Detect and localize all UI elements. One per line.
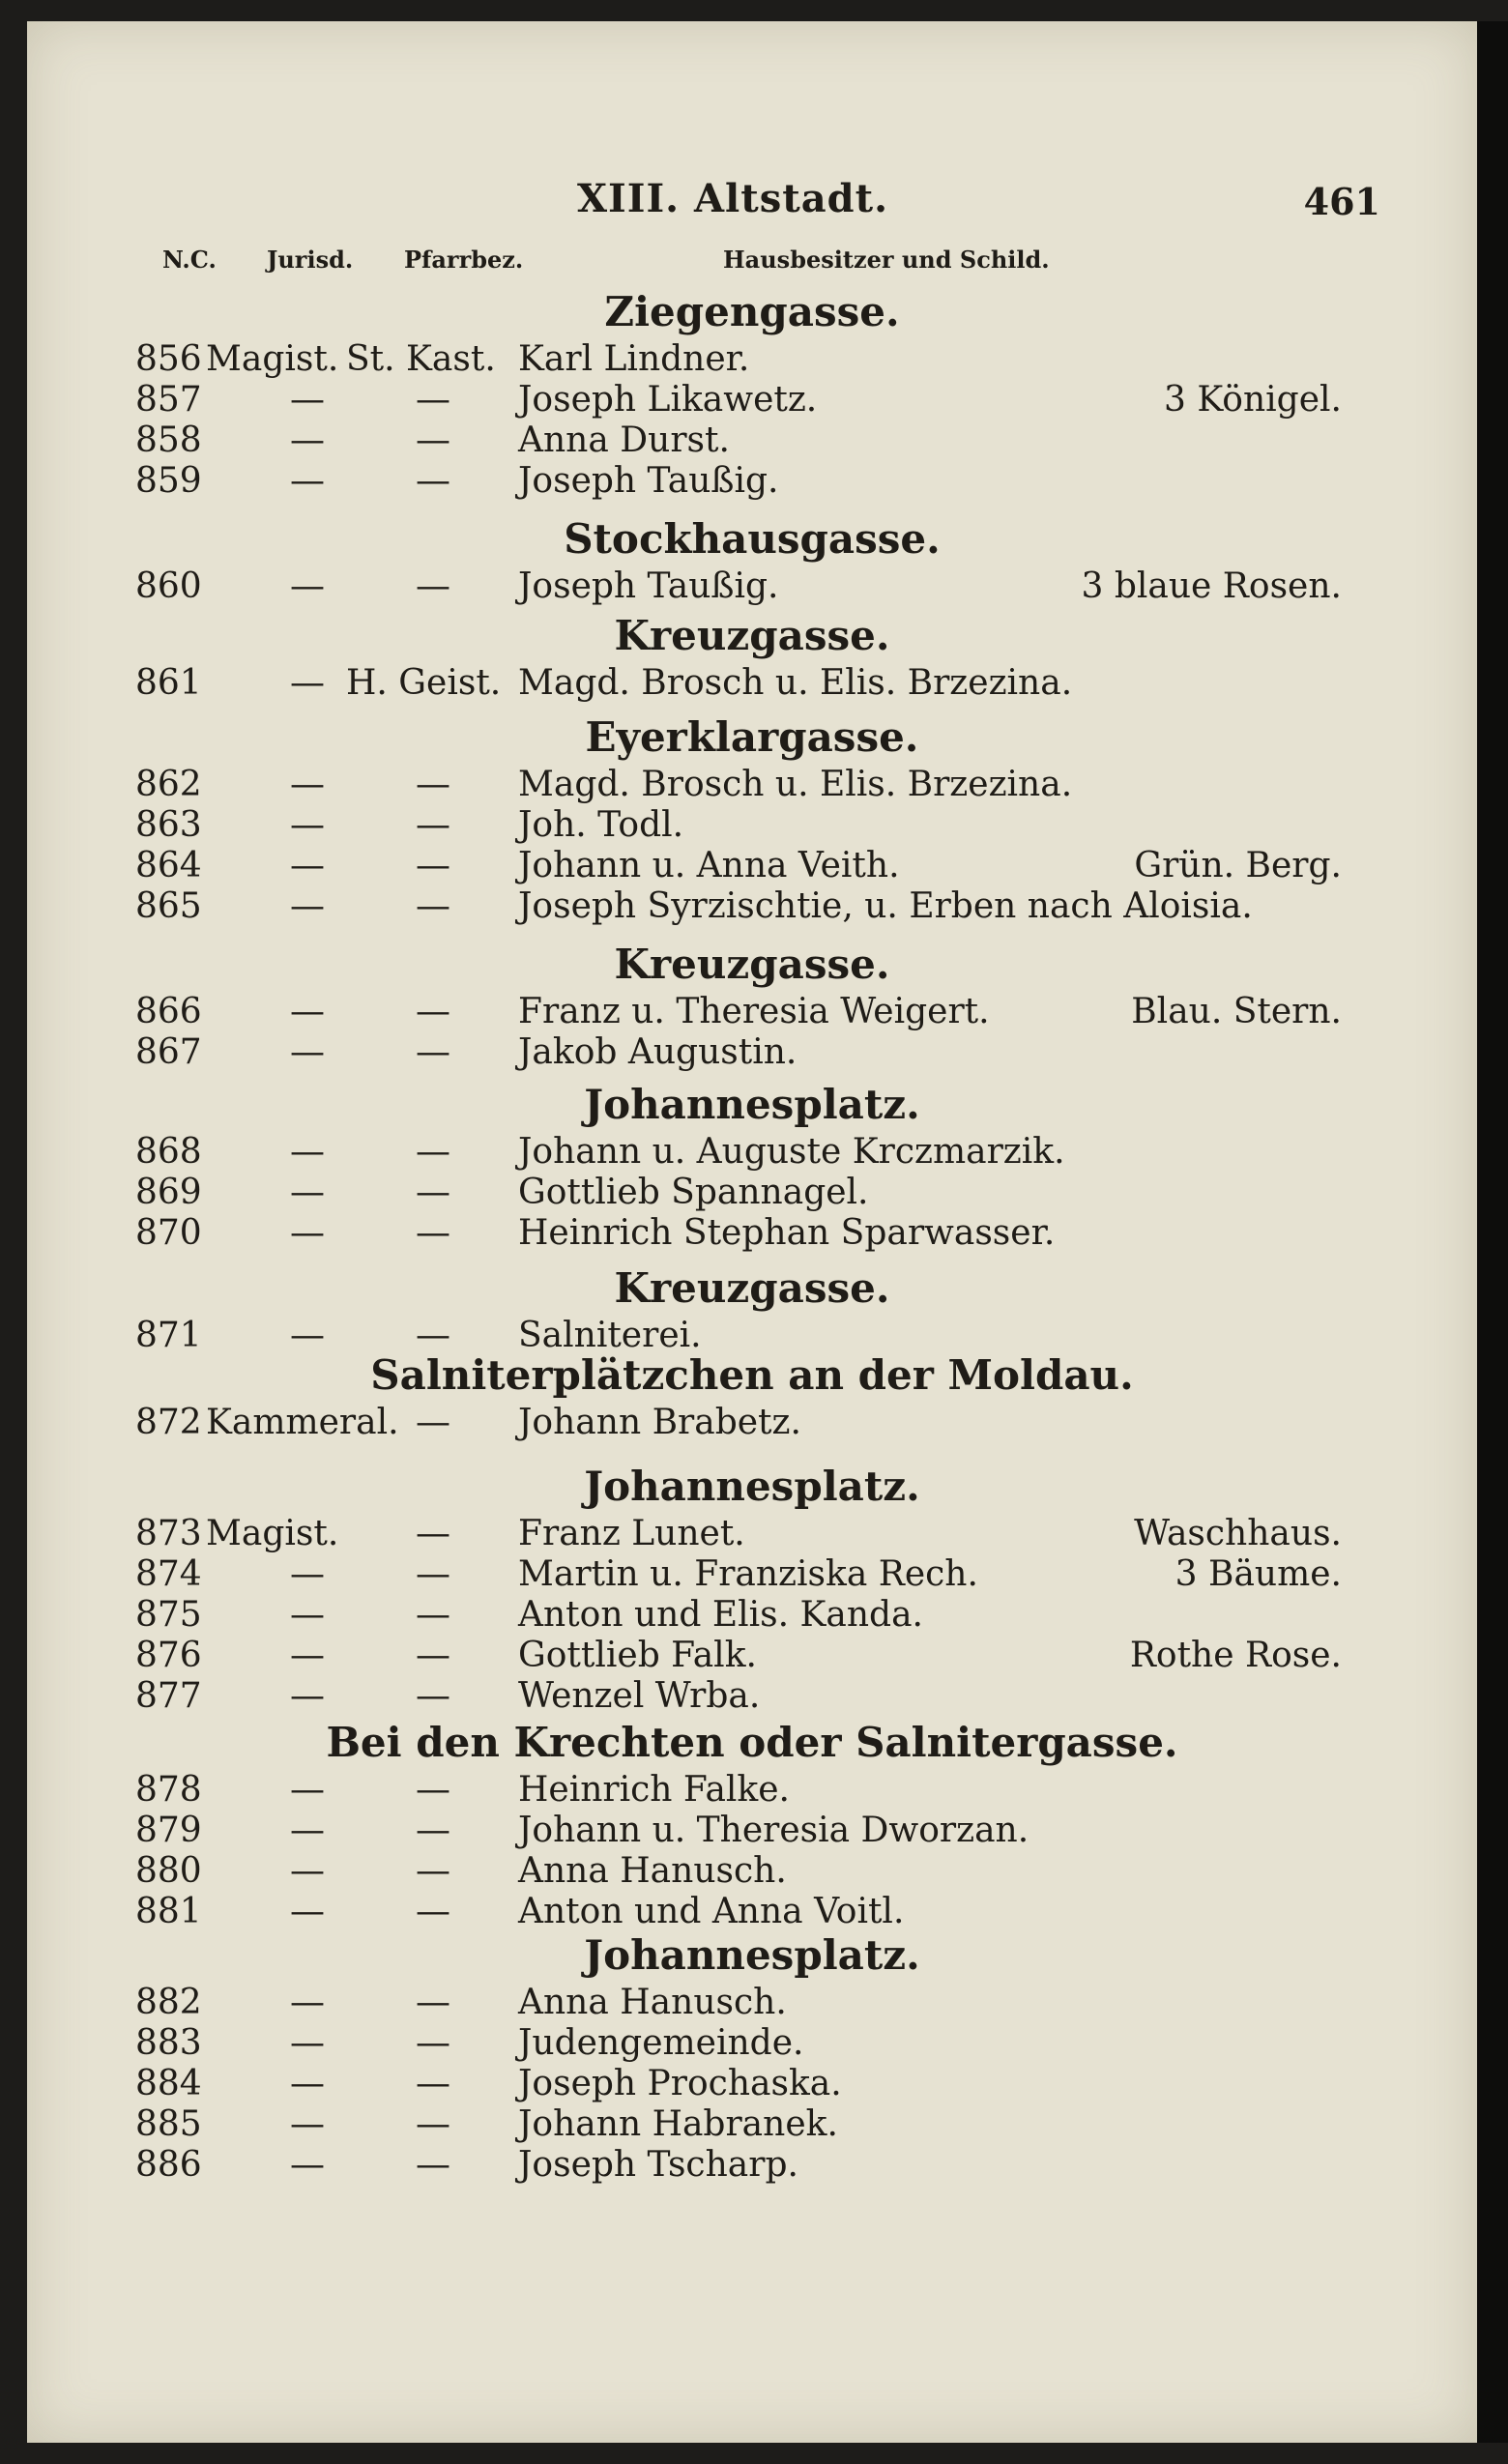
house-number: 875 xyxy=(135,1595,202,1635)
parish: — xyxy=(416,886,450,926)
jurisdiction: — xyxy=(290,1676,325,1716)
house-number: 856 xyxy=(135,339,202,379)
house-owner: Joseph Likawetz. xyxy=(518,380,818,420)
jurisdiction: — xyxy=(290,1811,325,1850)
parish: — xyxy=(416,1213,450,1253)
house-number: 874 xyxy=(135,1554,202,1594)
register-row xyxy=(27,2144,1477,2187)
jurisdiction: — xyxy=(290,1316,325,1355)
jurisdiction: — xyxy=(290,663,325,703)
parish: — xyxy=(416,1132,450,1172)
street-heading: Eyerklargasse. xyxy=(585,713,919,761)
parish: — xyxy=(416,2145,450,2185)
house-number: 871 xyxy=(135,1316,202,1355)
house-owner: Jakob Augustin. xyxy=(518,1032,798,1072)
house-owner: Johann Habranek. xyxy=(518,2104,838,2144)
house-owner: Johann u. Anna Veith. xyxy=(518,846,900,885)
house-number: 857 xyxy=(135,380,202,420)
house-number: 885 xyxy=(135,2104,202,2144)
jurisdiction: — xyxy=(290,805,325,845)
parish: — xyxy=(416,420,450,460)
house-number: 870 xyxy=(135,1213,202,1253)
house-owner: Joseph Taußig. xyxy=(518,566,779,606)
parish: — xyxy=(416,461,450,501)
house-owner: Salniterei. xyxy=(518,1316,702,1355)
parish: — xyxy=(416,765,450,804)
jurisdiction: — xyxy=(290,2145,325,2185)
register-row xyxy=(27,1675,1477,1718)
jurisdiction: — xyxy=(290,566,325,606)
street-heading: Johannesplatz. xyxy=(584,1931,920,1979)
parish: — xyxy=(416,1983,450,2022)
house-number: 859 xyxy=(135,461,202,501)
parish: — xyxy=(416,1173,450,1212)
jurisdiction: Kammeral. xyxy=(206,1403,399,1442)
house-number: 868 xyxy=(135,1132,202,1172)
parish: — xyxy=(416,1032,450,1072)
register-row xyxy=(27,1553,1477,1596)
house-sign: Waschhaus. xyxy=(1134,1514,1342,1553)
house-owner: Franz u. Theresia Weigert. xyxy=(518,992,990,1031)
jurisdiction: — xyxy=(290,2104,325,2144)
jurisdiction: Magist. xyxy=(206,339,339,379)
parish: — xyxy=(416,566,450,606)
parish: — xyxy=(416,1316,450,1355)
house-owner: Karl Lindner. xyxy=(518,339,750,379)
house-number: 883 xyxy=(135,2023,202,2063)
register-row xyxy=(27,1982,1477,2024)
street-heading: Johannesplatz. xyxy=(584,1081,920,1128)
street-heading: Kreuzgasse. xyxy=(614,1264,890,1312)
street-heading: Kreuzgasse. xyxy=(614,941,890,988)
house-number: 877 xyxy=(135,1676,202,1716)
house-owner: Anton und Anna Voitl. xyxy=(518,1892,905,1931)
parish: — xyxy=(416,1514,450,1553)
register-row xyxy=(27,1172,1477,1214)
house-sign: Blau. Stern. xyxy=(1131,992,1342,1031)
column-header-parish: Pfarrbez. xyxy=(404,246,524,274)
register-row xyxy=(27,662,1477,705)
house-owner: Martin u. Franziska Rech. xyxy=(518,1554,978,1594)
street-heading: Ziegengasse. xyxy=(604,288,900,335)
house-owner: Wenzel Wrba. xyxy=(518,1676,761,1716)
house-number: 879 xyxy=(135,1811,202,1850)
register-row xyxy=(27,2022,1477,2065)
house-number: 861 xyxy=(135,663,202,703)
parish: — xyxy=(416,2064,450,2103)
jurisdiction: — xyxy=(290,992,325,1031)
house-owner: Joseph Taußig. xyxy=(518,461,779,501)
parish: — xyxy=(416,1595,450,1635)
house-sign: 3 Bäume. xyxy=(1174,1554,1342,1594)
house-number: 869 xyxy=(135,1173,202,1212)
house-owner: Heinrich Stephan Sparwasser. xyxy=(518,1213,1056,1253)
house-sign: Rothe Rose. xyxy=(1129,1636,1342,1675)
house-sign: 3 blaue Rosen. xyxy=(1081,566,1342,606)
register-row xyxy=(27,1212,1477,1255)
parish: St. Kast. xyxy=(346,339,496,379)
jurisdiction: — xyxy=(290,1132,325,1172)
register-row xyxy=(27,1635,1477,1677)
house-number: 866 xyxy=(135,992,202,1031)
jurisdiction: — xyxy=(290,1213,325,1253)
parish: — xyxy=(416,2023,450,2063)
house-owner: Joseph Prochaska. xyxy=(518,2064,842,2103)
house-owner: Magd. Brosch u. Elis. Brzezina. xyxy=(518,765,1073,804)
register-row xyxy=(27,1850,1477,1893)
parish: — xyxy=(416,1851,450,1891)
jurisdiction: — xyxy=(290,1173,325,1212)
running-title: XIII. Altstadt. xyxy=(576,176,888,221)
jurisdiction: — xyxy=(290,1892,325,1931)
register-row xyxy=(27,460,1477,503)
house-number: 863 xyxy=(135,805,202,845)
register-row xyxy=(27,1402,1477,1444)
book-page xyxy=(27,21,1477,2443)
house-number: 876 xyxy=(135,1636,202,1675)
register-row xyxy=(27,420,1477,462)
house-sign: 3 Königel. xyxy=(1164,380,1342,420)
street-heading: Bei den Krechten oder Salnitergasse. xyxy=(326,1719,1178,1766)
parish: — xyxy=(416,1892,450,1931)
house-number: 886 xyxy=(135,2145,202,2185)
column-header-jurisdiction: Jurisd. xyxy=(267,246,354,274)
register-row xyxy=(27,1031,1477,1074)
house-number: 867 xyxy=(135,1032,202,1072)
column-header-owner: Hausbesitzer und Schild. xyxy=(723,246,1050,274)
register-row xyxy=(27,1891,1477,1933)
register-row xyxy=(27,991,1477,1033)
house-owner: Johann u. Auguste Krczmarzik. xyxy=(518,1132,1065,1172)
jurisdiction: — xyxy=(290,2064,325,2103)
jurisdiction: — xyxy=(290,1983,325,2022)
street-heading: Salniterplätzchen an der Moldau. xyxy=(370,1351,1134,1399)
parish: — xyxy=(416,1636,450,1675)
jurisdiction: — xyxy=(290,420,325,460)
jurisdiction: — xyxy=(290,2023,325,2063)
parish: — xyxy=(416,992,450,1031)
parish: — xyxy=(416,1403,450,1442)
house-owner: Joh. Todl. xyxy=(518,805,684,845)
register-row xyxy=(27,1810,1477,1852)
house-owner: Johann Brabetz. xyxy=(518,1403,801,1442)
house-number: 880 xyxy=(135,1851,202,1891)
register-row xyxy=(27,1769,1477,1812)
jurisdiction: — xyxy=(290,765,325,804)
house-owner: Gottlieb Spannagel. xyxy=(518,1173,869,1212)
house-owner: Franz Lunet. xyxy=(518,1514,745,1553)
house-owner: Heinrich Falke. xyxy=(518,1770,790,1810)
register-row xyxy=(27,379,1477,421)
register-row xyxy=(27,565,1477,608)
jurisdiction: — xyxy=(290,886,325,926)
jurisdiction: — xyxy=(290,1851,325,1891)
house-number: 882 xyxy=(135,1983,202,2022)
register-row xyxy=(27,885,1477,928)
house-owner: Judengemeinde. xyxy=(518,2023,804,2063)
register-row xyxy=(27,1513,1477,1555)
parish: — xyxy=(416,805,450,845)
house-number: 865 xyxy=(135,886,202,926)
house-number: 862 xyxy=(135,765,202,804)
house-owner: Anna Hanusch. xyxy=(518,1983,787,2022)
register-row xyxy=(27,338,1477,381)
house-number: 884 xyxy=(135,2064,202,2103)
jurisdiction: — xyxy=(290,1636,325,1675)
register-row xyxy=(27,1131,1477,1174)
jurisdiction: — xyxy=(290,1770,325,1810)
street-heading: Johannesplatz. xyxy=(584,1463,920,1510)
house-owner: Joseph Tscharp. xyxy=(518,2145,798,2185)
house-number: 878 xyxy=(135,1770,202,1810)
register-row xyxy=(27,2063,1477,2105)
house-sign: Grün. Berg. xyxy=(1134,846,1342,885)
jurisdiction: — xyxy=(290,1595,325,1635)
house-number: 881 xyxy=(135,1892,202,1931)
house-owner: Magd. Brosch u. Elis. Brzezina. xyxy=(518,663,1073,703)
parish: — xyxy=(416,1676,450,1716)
house-number: 873 xyxy=(135,1514,202,1553)
parish: — xyxy=(416,1811,450,1850)
street-heading: Stockhausgasse. xyxy=(564,515,941,563)
house-number: 864 xyxy=(135,846,202,885)
house-owner: Johann u. Theresia Dworzan. xyxy=(518,1811,1030,1850)
scan-edge xyxy=(1477,21,1508,2443)
house-owner: Joseph Syrzischtie, u. Erben nach Aloisia. xyxy=(518,886,1253,926)
register-row xyxy=(27,2103,1477,2146)
page-number: 461 xyxy=(1303,180,1380,223)
jurisdiction: — xyxy=(290,461,325,501)
house-number: 872 xyxy=(135,1403,202,1442)
house-number: 858 xyxy=(135,420,202,460)
parish: H. Geist. xyxy=(346,663,502,703)
register-row xyxy=(27,1594,1477,1637)
street-heading: Kreuzgasse. xyxy=(614,612,890,659)
jurisdiction: — xyxy=(290,846,325,885)
parish: — xyxy=(416,380,450,420)
parish: — xyxy=(416,1554,450,1594)
column-header-nr: N.C. xyxy=(162,246,217,274)
house-owner: Anna Durst. xyxy=(518,420,730,460)
parish: — xyxy=(416,1770,450,1810)
register-row xyxy=(27,845,1477,887)
house-owner: Gottlieb Falk. xyxy=(518,1636,757,1675)
register-row xyxy=(27,804,1477,847)
register-body xyxy=(27,21,1477,2443)
register-row xyxy=(27,764,1477,806)
jurisdiction: — xyxy=(290,1554,325,1594)
house-owner: Anton und Elis. Kanda. xyxy=(518,1595,923,1635)
house-owner: Anna Hanusch. xyxy=(518,1851,787,1891)
house-number: 860 xyxy=(135,566,202,606)
jurisdiction: — xyxy=(290,1032,325,1072)
jurisdiction: — xyxy=(290,380,325,420)
parish: — xyxy=(416,846,450,885)
parish: — xyxy=(416,2104,450,2144)
jurisdiction: Magist. xyxy=(206,1514,339,1553)
